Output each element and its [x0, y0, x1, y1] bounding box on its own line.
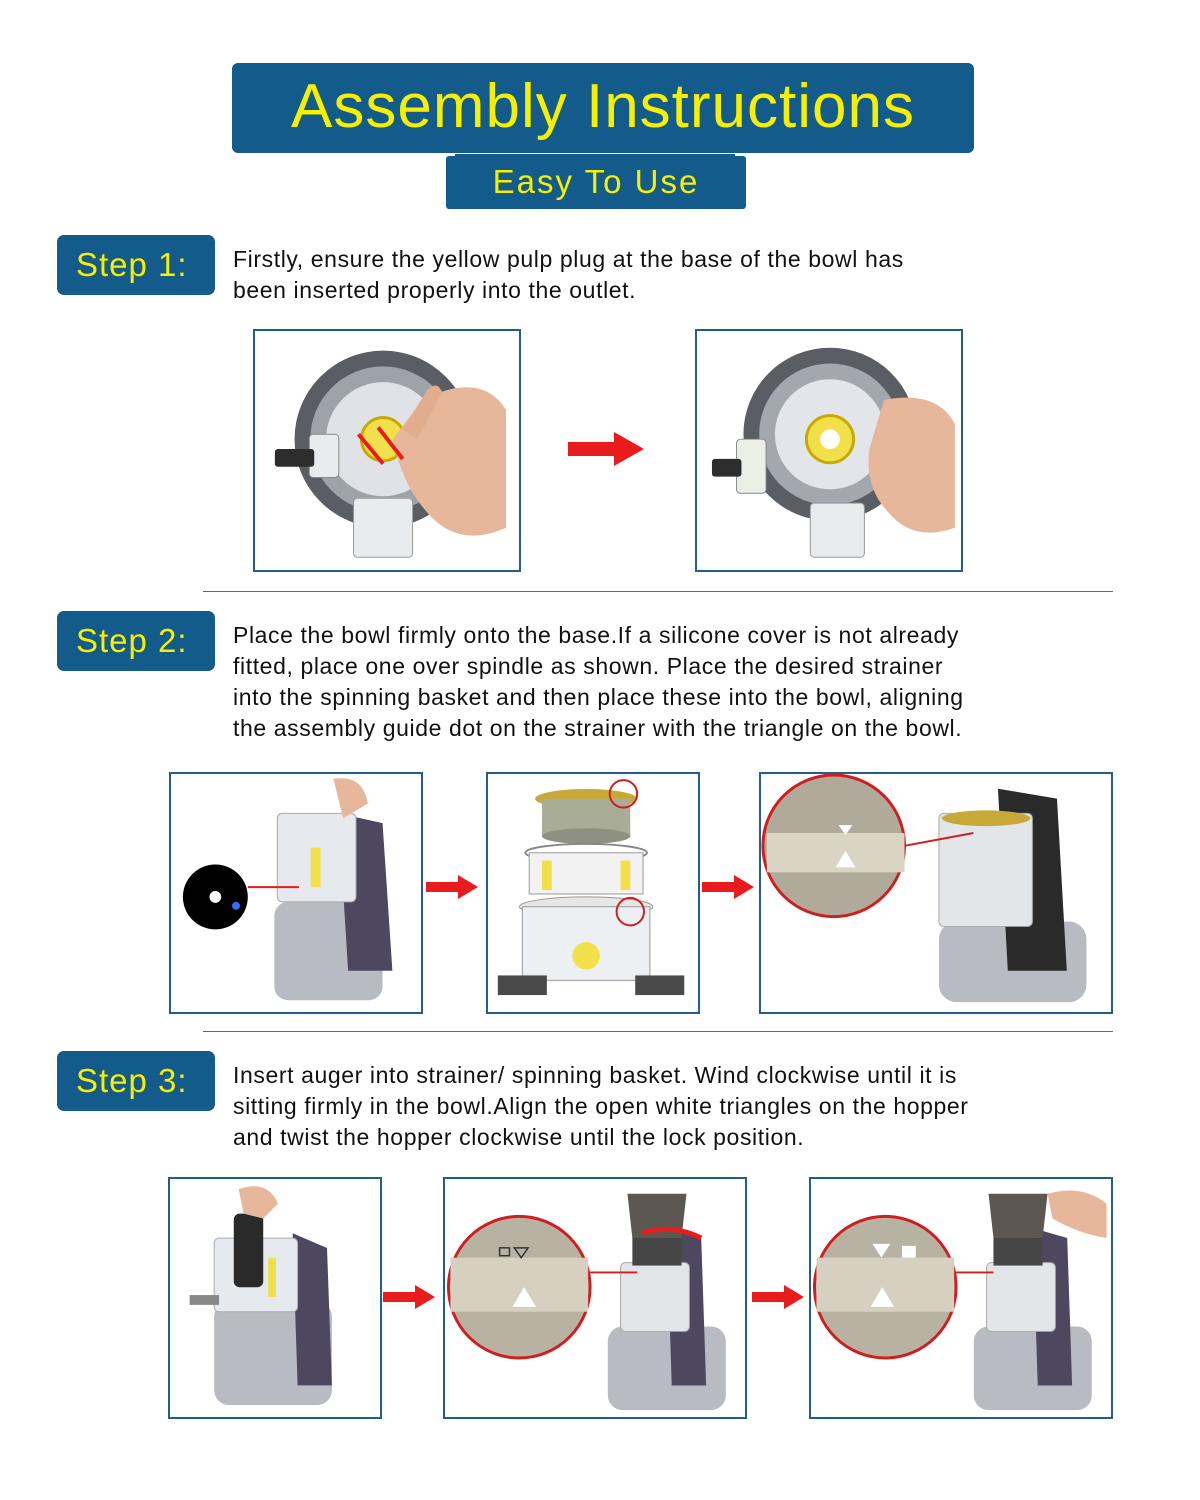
- page-title: Assembly Instructions: [232, 63, 974, 153]
- step-3-arrow-2-icon: [752, 1285, 804, 1309]
- auger-insert-photo: [168, 1177, 382, 1419]
- page-subtitle: Easy To Use: [446, 156, 746, 209]
- pulp-plug-pressing-photo: [253, 329, 521, 572]
- step-2-arrow-1-icon: [426, 875, 478, 899]
- step-2-arrow-2-icon: [702, 875, 754, 899]
- divider-1: [203, 591, 1113, 592]
- step-3-text: Insert auger into strainer/ spinning basket. Wind clockwise until it is sitting firmly in the bowl.Align the open white triangles on the hopper and twist the hopper clockwise until the lock position.: [233, 1062, 969, 1150]
- step-2-text: Place the bowl firmly onto the base.If a silicone cover is not already fitted, place one over spindle as shown. Place the desired strainer into the spinning basket and then place these into the bowl, aligning the assembly guide dot on the strainer with the triangle on the bowl.: [233, 622, 964, 741]
- alignment-closeup-photo: [759, 772, 1113, 1014]
- strainer-basket-exploded-photo: [486, 772, 700, 1014]
- step-1-badge: Step 1:: [57, 235, 215, 295]
- step-1-arrow-icon: [568, 432, 644, 466]
- hopper-unlock-photo: [443, 1177, 747, 1419]
- step-3-badge: Step 3:: [57, 1051, 215, 1111]
- divider-2: [203, 1031, 1113, 1032]
- pulp-plug-inserted-photo: [695, 329, 963, 572]
- step-3-arrow-1-icon: [383, 1285, 435, 1309]
- step-2-badge: Step 2:: [57, 611, 215, 671]
- bowl-on-base-photo: [169, 772, 423, 1014]
- hopper-locked-photo: [809, 1177, 1113, 1419]
- step-1-text: Firstly, ensure the yellow pulp plug at the base of the bowl has been inserted properly into the outlet.: [233, 246, 904, 303]
